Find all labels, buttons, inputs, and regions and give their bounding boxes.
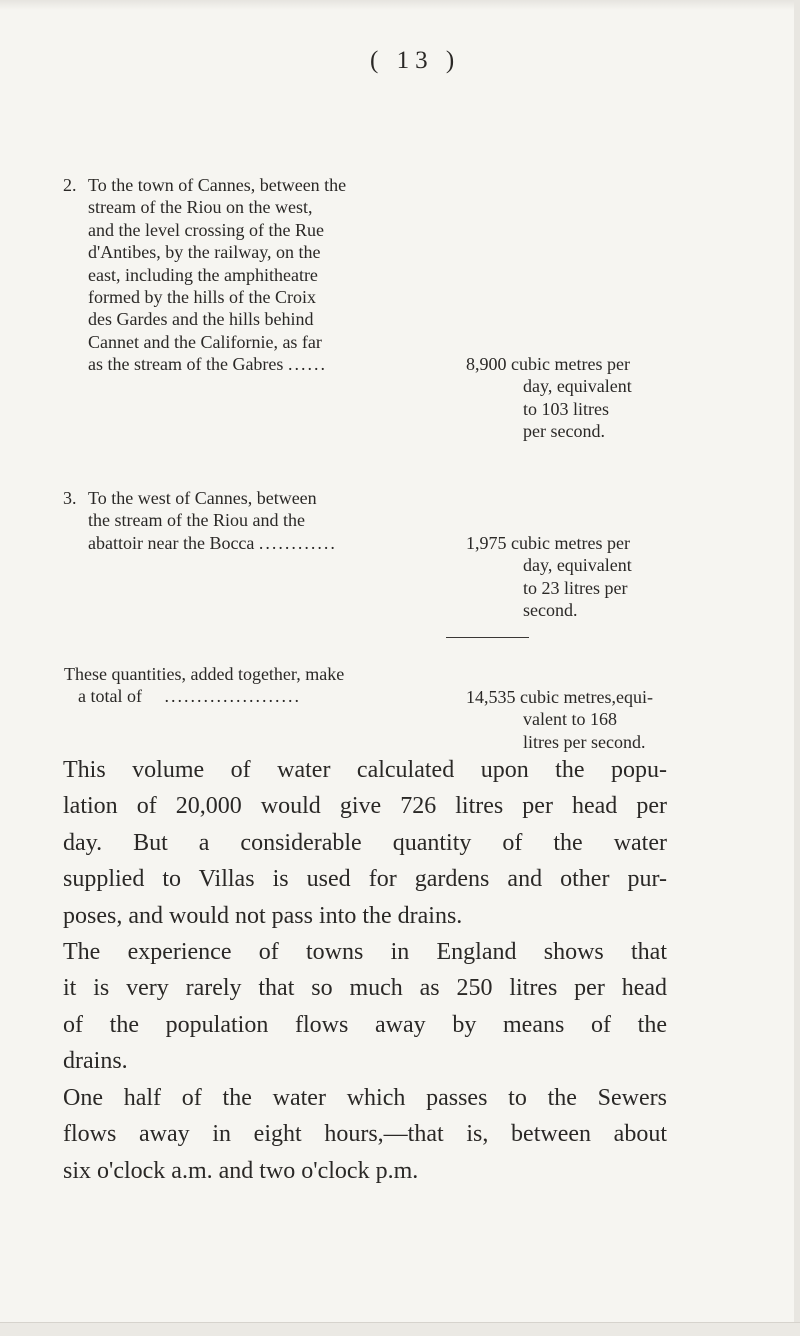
dot-leader: ...... [287, 354, 327, 375]
item-line-text: abattoir near the Bocca [88, 532, 255, 553]
paragraph-line: day. But a considerable quantity of the water [63, 829, 667, 856]
page-edge-right [794, 0, 800, 1335]
paragraph-line: One half of the water which passes to the Sewers [63, 1085, 667, 1111]
item-number: 3. [63, 488, 77, 508]
item-quantity [466, 353, 632, 443]
dot-leader: ..................... [164, 686, 301, 707]
item-quantity [466, 532, 632, 622]
item-line: and the level crossing of the Rue [88, 219, 324, 240]
quantity-line: litres per second. [523, 731, 646, 752]
item-line-last [88, 353, 458, 375]
item-number: 2. [63, 175, 77, 195]
item-description [88, 174, 458, 376]
item-line: d'Antibes, by the railway, on the [88, 242, 321, 263]
item-line: To the town of Cannes, between the [88, 175, 347, 195]
quantity-line: 8,900 cubic metres per [466, 354, 630, 374]
item-line: east, including the amphitheatre [88, 264, 318, 285]
item-line: To the west of Cannes, between [88, 488, 317, 508]
quantity-line: second. [523, 600, 578, 621]
paragraph-line: lation of 20,000 would give 726 litres per head per [63, 793, 667, 820]
item-line: Cannet and the Californie, as far [88, 331, 322, 352]
paragraph-line: it is very rarely that so much as 250 litres per head [63, 975, 667, 1002]
paragraph [63, 934, 667, 1080]
total-label-line: These quantities, added together, make [64, 664, 345, 684]
paragraph-line: flows away in eight hours,—that is, between about [63, 1121, 667, 1148]
quantity-line: valent to 168 [523, 709, 617, 730]
quantity-line: day, equivalent [523, 555, 632, 576]
item-line-text: as the stream of the Gabres [88, 354, 284, 375]
quantity-line: per second. [523, 421, 605, 442]
item-line: the stream of the Riou and the [88, 510, 305, 531]
paragraph-line: supplied to Villas is used for gardens and other pur- [63, 866, 667, 893]
item-line: stream of the Riou on the west, [88, 197, 313, 218]
page-edge-bottom [0, 1322, 800, 1336]
item-line: formed by the hills of the Croix [88, 287, 316, 308]
item-line: des Gardes and the hills behind [88, 309, 314, 330]
total-label [64, 663, 344, 708]
quantity-line: day, equivalent [523, 376, 632, 397]
page-number: ( 13 ) [370, 47, 461, 74]
total-quantity [466, 686, 653, 753]
total-label-text: a total of [78, 686, 142, 707]
total-label-line [64, 685, 344, 707]
quantity-line: 1,975 cubic metres per [466, 533, 630, 553]
paragraph-line: six o'clock a.m. and two o'clock p.m. [63, 1157, 419, 1184]
quantity-line: to 23 litres per [523, 577, 628, 598]
paragraph-line: poses, and would not pass into the drains. [63, 902, 463, 929]
paragraph [63, 1080, 667, 1189]
sum-rule [446, 637, 529, 638]
item-description [88, 487, 458, 554]
dot-leader: ............ [258, 532, 337, 553]
page-edge-top [0, 0, 800, 10]
paragraph [63, 752, 667, 934]
quantity-line: to 103 litres [523, 398, 609, 419]
paragraph-line: This volume of water calculated upon the popu- [63, 757, 667, 783]
quantity-line: 14,535 cubic metres,equi- [466, 687, 653, 707]
paragraph-line: of the population flows away by means of the [63, 1011, 667, 1038]
paragraph-line: drains. [63, 1048, 128, 1075]
paragraph-line: The experience of towns in England shows that [63, 939, 667, 965]
item-line-last [88, 532, 458, 554]
